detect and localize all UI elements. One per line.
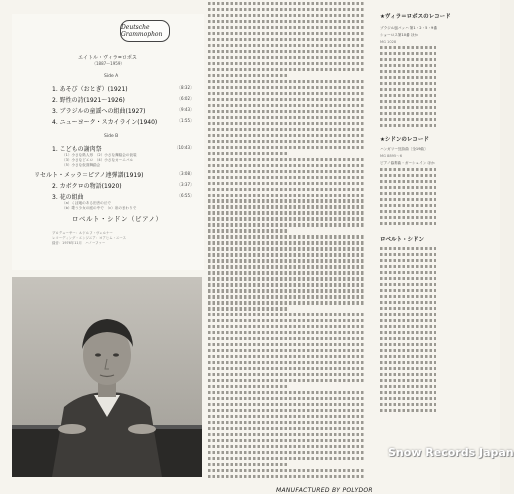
text-line (380, 58, 436, 61)
text-line (380, 124, 436, 127)
text-line (208, 289, 364, 292)
text-line (208, 319, 364, 322)
text-line (208, 20, 364, 23)
text-line (208, 140, 364, 143)
text-line (208, 158, 364, 161)
text-line (380, 46, 436, 49)
side-b-label: Side B (104, 134, 119, 139)
text-line (380, 295, 436, 298)
text-line (380, 355, 436, 358)
track-b1-movement: （5）小さな仮面舞踏会 (62, 163, 101, 167)
pianist-photo (12, 277, 202, 477)
text-line (208, 343, 364, 346)
text-line (380, 349, 436, 352)
track-b2: 2. カボクロの物語(1920) (52, 183, 122, 190)
composer-heading: エイトル・ヴィラ=ロボス (78, 55, 137, 61)
related-records-column (374, 2, 500, 484)
text-line (380, 186, 436, 189)
text-line (380, 271, 436, 274)
logo-text: Deutsche Grammophon (121, 24, 163, 38)
text-line (380, 70, 436, 73)
text-line (208, 475, 364, 478)
text-line (208, 379, 364, 382)
sidon-records-heading: ★シドンのレコード (380, 136, 429, 143)
text-line (208, 445, 364, 448)
text-line (380, 118, 436, 121)
credit-line: プロデューサー：ルドルフ・ヴェルナー (52, 231, 113, 235)
text-line (380, 337, 436, 340)
text-line (208, 122, 364, 125)
text-line (208, 235, 364, 238)
text-line (208, 337, 364, 340)
text-line (208, 182, 364, 185)
text-line (208, 116, 364, 119)
text-line (380, 265, 436, 268)
track-b3-duration: 〔6:55〕 (177, 193, 194, 198)
track-a4-duration: 〔1:55〕 (177, 118, 194, 123)
text-line (380, 106, 436, 109)
text-line (380, 343, 436, 346)
text-line (208, 385, 288, 388)
pianist-photo-image (12, 277, 202, 477)
credit-line: 録音：1976年11月 ハノーファー (52, 241, 106, 245)
track-b1b: リセルト・メッラ＝ピアノ連弾譜(1919) (34, 172, 144, 179)
text-line (380, 100, 436, 103)
track-a1: 1. あそび（おとぎ）(1921) (52, 86, 128, 93)
text-line (208, 205, 364, 208)
text-line (208, 50, 364, 53)
deutsche-grammophon-logo (120, 20, 170, 42)
text-line (208, 421, 364, 424)
text-line (208, 98, 364, 101)
text-line (380, 403, 436, 406)
track-b1b-duration: 〔3:08〕 (177, 171, 194, 176)
text-line (208, 26, 364, 29)
text-line (208, 253, 364, 256)
text-line (208, 451, 364, 454)
text-line (380, 301, 436, 304)
text-line (208, 188, 364, 191)
text-line (208, 199, 364, 202)
text-line (208, 373, 364, 376)
text-line (208, 152, 288, 155)
text-line (208, 170, 364, 173)
track-a1-duration: 〔8:32〕 (177, 85, 194, 90)
track-b1: 1. こどもの謝肉祭 (52, 146, 102, 153)
text-line (380, 198, 436, 201)
text-line (208, 325, 364, 328)
text-line (208, 277, 364, 280)
text-line (208, 2, 364, 5)
text-line (208, 415, 364, 418)
text-line (380, 319, 436, 322)
text-line (208, 104, 364, 107)
text-line (208, 62, 364, 65)
text-line (208, 56, 364, 59)
text-line (208, 146, 364, 149)
text-line (380, 397, 436, 400)
text-line (208, 463, 288, 466)
text-line (380, 222, 436, 225)
track-b3: 3. 花の組曲 (52, 194, 84, 201)
track-listing-panel (12, 14, 204, 270)
liner-notes-column (208, 2, 368, 484)
record-catalog-number: MG 8895〜6 (380, 153, 403, 158)
record-item: ピアノ協奏曲・ガーシュイン ほか (380, 160, 435, 165)
text-line (208, 176, 364, 179)
text-line (380, 204, 436, 207)
text-line (208, 74, 288, 77)
text-line (208, 283, 364, 286)
text-line (380, 88, 436, 91)
text-line (380, 331, 436, 334)
text-line (380, 82, 436, 85)
text-line (380, 379, 436, 382)
track-a3: 3. ブラジルの童謡への組曲(1927) (52, 108, 146, 115)
track-b1-movement: （3）小さなピエロ （4）小さなカーニバル (62, 158, 134, 162)
text-line (208, 110, 364, 113)
text-line (208, 355, 364, 358)
text-line (208, 391, 364, 394)
text-line (208, 80, 364, 83)
text-line (380, 216, 436, 219)
text-line (380, 391, 436, 394)
text-line (208, 313, 364, 316)
text-line (380, 259, 436, 262)
record-item: ショーロス第10番 ほか (380, 33, 418, 37)
text-line (208, 44, 364, 47)
text-line (208, 217, 364, 220)
text-line (380, 112, 436, 115)
text-line (208, 397, 364, 400)
text-line (208, 469, 364, 472)
text-line (380, 168, 436, 171)
text-line (208, 229, 288, 232)
text-line (208, 86, 364, 89)
text-line (208, 403, 364, 406)
text-line (208, 223, 364, 226)
manufacturer-credit: MANUFACTURED BY POLYDOR (276, 487, 373, 494)
text-line (208, 301, 364, 304)
watermark: Snow Records Japan (388, 446, 514, 459)
track-a2: 2. 野性の詩(1921〜1926) (52, 97, 125, 104)
text-line (208, 134, 364, 137)
track-a2-duration: 〔6:02〕 (177, 96, 194, 101)
track-a3-duration: 〔9:43〕 (177, 107, 194, 112)
side-a-label: Side A (104, 74, 119, 79)
text-line (208, 265, 364, 268)
text-line (208, 194, 364, 197)
text-line (208, 92, 364, 95)
text-line (208, 367, 364, 370)
artist-bio-text (374, 247, 500, 412)
text-line (380, 94, 436, 97)
text-line (208, 409, 364, 412)
text-line (208, 295, 364, 298)
text-line (380, 409, 436, 412)
text-line (208, 433, 364, 436)
text-line (380, 325, 436, 328)
track-b3-movement: （b）歌う少女の庭の中で （c）泉のまわりで (62, 206, 137, 210)
record-description (374, 46, 500, 127)
text-line (208, 164, 364, 167)
text-line (208, 427, 364, 430)
villa-lobos-records-heading: ★ヴィラ＝ロボスのレコード (380, 14, 451, 20)
text-line (380, 361, 436, 364)
performer-name: ロベルト・シドン（ピアノ） (72, 215, 163, 223)
track-b2-duration: 〔3:37〕 (177, 182, 194, 187)
text-line (208, 8, 364, 11)
text-line (380, 283, 436, 286)
text-line (380, 367, 436, 370)
text-line (380, 373, 436, 376)
text-line (380, 277, 436, 280)
text-line (380, 307, 436, 310)
text-line (208, 439, 364, 442)
text-line (380, 174, 436, 177)
text-line (380, 192, 436, 195)
artist-bio-heading: ロベルト・シドン (380, 237, 425, 244)
text-line (208, 128, 364, 131)
text-line (208, 38, 364, 41)
record-item: ブラジル風バッハ 第1・2・5・9番 (380, 26, 437, 30)
record-item: ハンガリー狂詩曲〔全19曲〕 (380, 146, 428, 151)
text-line (208, 14, 364, 17)
record-description (374, 168, 500, 225)
track-b1-movement: （1）小さな紙人形 （2）小さな舞踏会の仮装 (62, 153, 137, 157)
text-line (380, 289, 436, 292)
credit-line: レコーディング・エンジニア：ヨアヒム・ニース (52, 236, 126, 240)
text-line (380, 253, 436, 256)
track-a4: 4. ニューヨーク・スカイライン(1940) (52, 119, 158, 126)
text-line (380, 385, 436, 388)
text-line (208, 68, 364, 71)
text-line (380, 313, 436, 316)
text-line (208, 271, 364, 274)
text-line (208, 361, 364, 364)
composer-years: （1887〜1959） (92, 61, 125, 66)
text-line (208, 349, 364, 352)
text-line (208, 457, 364, 460)
record-catalog-number: MG 1028 (380, 40, 397, 44)
text-line (208, 241, 364, 244)
text-line (380, 247, 436, 250)
text-line (380, 180, 436, 183)
text-line (208, 247, 364, 250)
text-line (208, 307, 288, 310)
text-line (380, 76, 436, 79)
text-line (380, 64, 436, 67)
text-line (380, 52, 436, 55)
text-line (380, 210, 436, 213)
text-line (208, 259, 364, 262)
text-line (208, 331, 364, 334)
text-line (208, 211, 364, 214)
track-b1-duration: 〔10:43〕 (174, 145, 194, 150)
track-b3-movement: （a）くぼ地のある田舎の丘で (62, 201, 111, 205)
text-line (208, 32, 364, 35)
